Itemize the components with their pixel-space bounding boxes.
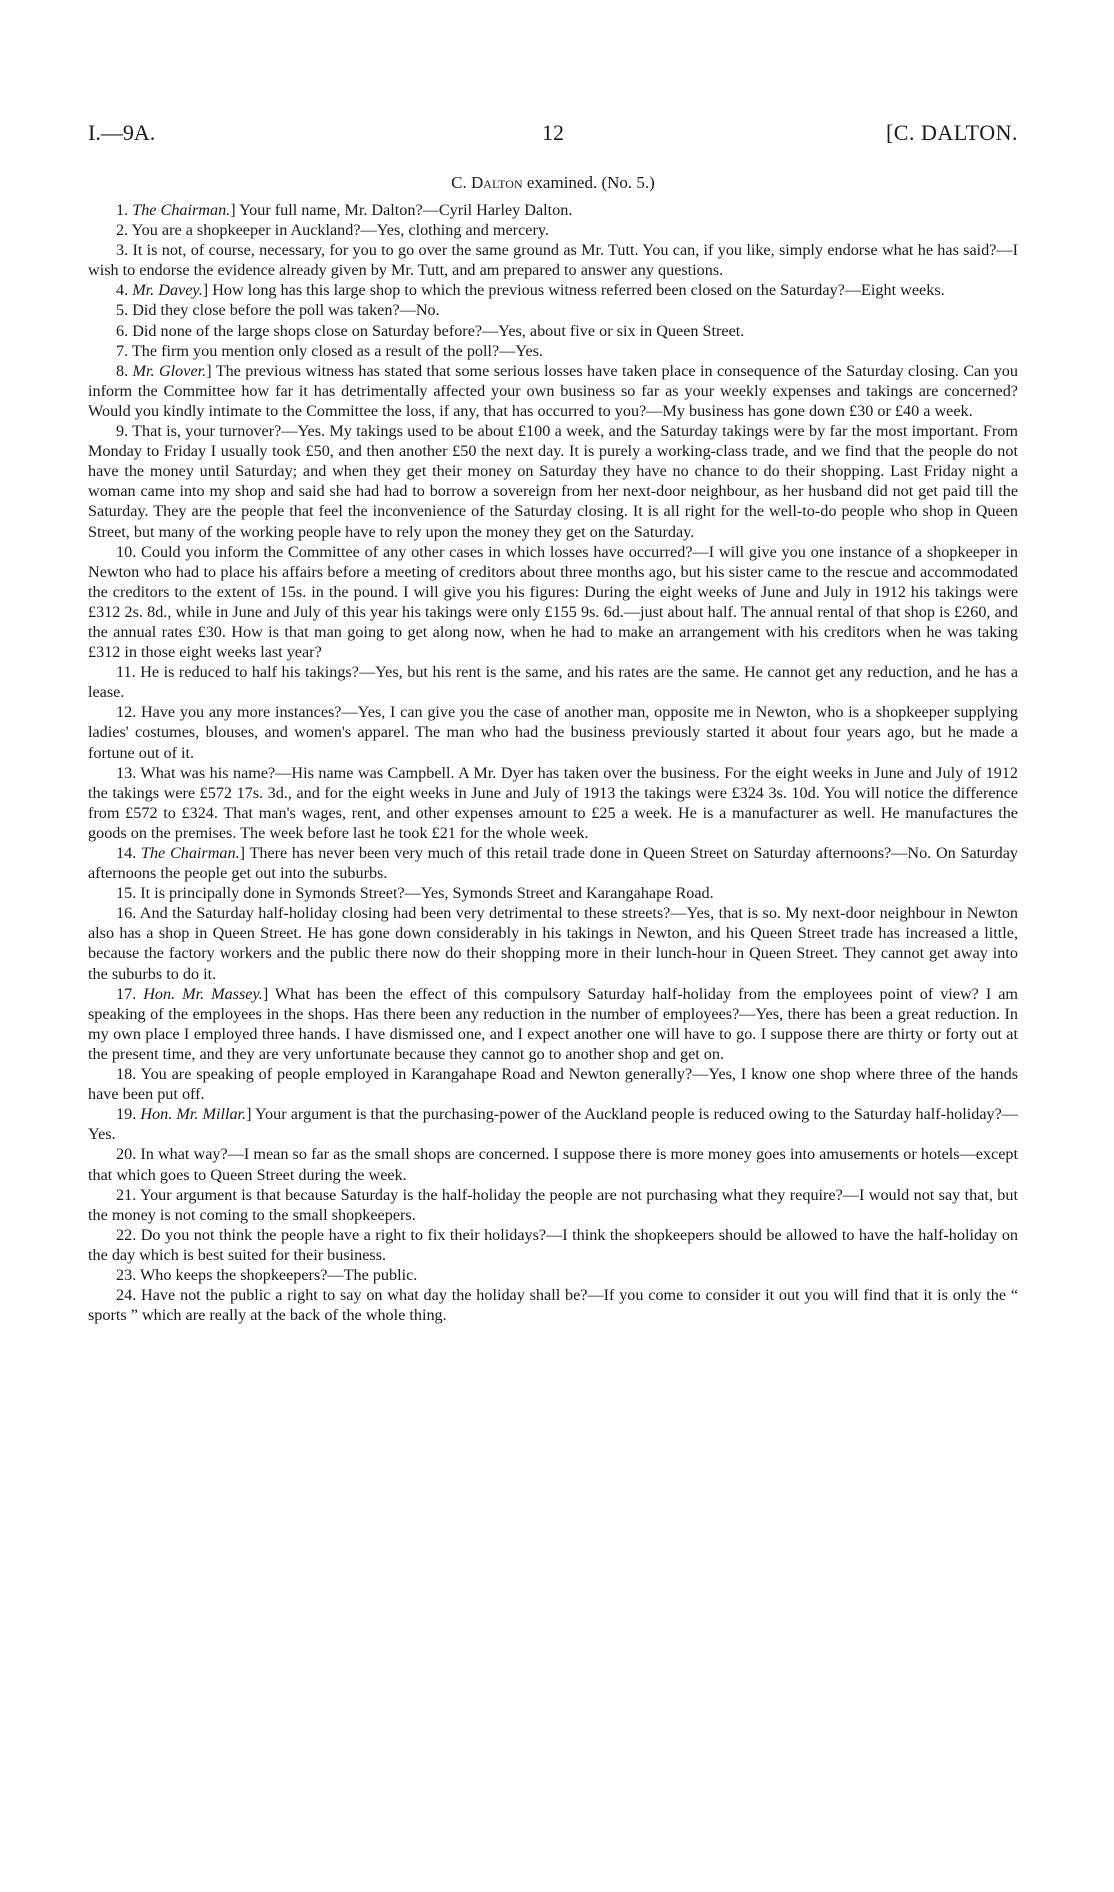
question-paragraph bbox=[88, 1144, 1018, 1184]
question-paragraph bbox=[88, 763, 1018, 843]
question-number: 6. bbox=[116, 321, 129, 340]
question-paragraph bbox=[88, 542, 1018, 663]
question-paragraph bbox=[88, 341, 1018, 361]
question-paragraph bbox=[88, 1265, 1018, 1285]
question-paragraph bbox=[88, 421, 1018, 542]
question-paragraph bbox=[88, 1064, 1018, 1104]
witness-name: C. Dalton bbox=[451, 173, 523, 192]
question-number: 8. bbox=[116, 361, 129, 380]
question-answer-text: Do you not think the people have a right to fix their holidays?—I think the shopkeepers should be allowed to have the half-holiday on the day which is best suited for their business. bbox=[88, 1225, 1019, 1264]
question-answer-text: Have not the public a right to say on what day the holiday shall be?—If you come to consider it out you will find that it is only the “ sports ” which are really at the back of the whole thing. bbox=[88, 1286, 1019, 1325]
question-answer-text: In what way?—I mean so far as the small shops are concerned. I suppose there is more money goes into amusements or hotels—except that which goes to Queen Street during the week. bbox=[88, 1145, 1019, 1184]
question-number: 2. bbox=[116, 221, 129, 240]
question-answer-text: What was his name?—His name was Campbell. A Mr. Dyer has taken over the business. For the eight weeks in June and July of 1912 the takings were £572 17s. 3d., and for the eight weeks in June and July of 1913 the takings were £324 3s. 10d. You will notice the difference from £572 to £324. That man's wages, rent, and other expenses amount to £25 a week. He is a manufacturer as well. He manufactures the goods on the premises. The week before last he took £21 for the whole week. bbox=[88, 763, 1018, 842]
question-answer-text: It is principally done in Symonds Street?—Yes, Symonds Street and Karangahape Road. bbox=[140, 884, 714, 903]
question-number: 24. bbox=[116, 1286, 137, 1305]
question-answer-text: Did they close before the poll was taken?—No. bbox=[132, 301, 440, 320]
question-paragraph bbox=[88, 883, 1018, 903]
question-answer-text: That is, your turnover?—Yes. My takings used to be about £100 a week, and the Saturday takings were by far the most important. From Monday to Friday I usually took £50, and then another £50 the next day. It is purely a working-class trade, and we find that the people do not have the money until Saturday; and when they get their money on Saturday they have no chance to do their shopping. Last Friday night a woman came into my shop and said she had had to borrow a sovereign from her next-door neighbour, as her husband did not get paid till the Saturday. They are the people that feel the inconvenience of the Saturday closing. It is all right for the well-to-do people who shop in Queen Street, but many of the working people have to rely upon the money they get on the Saturday. bbox=[88, 422, 1018, 541]
question-number: 1. bbox=[116, 201, 129, 219]
report-reference: I.—9A. bbox=[88, 120, 156, 145]
question-paragraph: 19. Hon. Mr. Millar.] Your argument is that the purchasing-power of the Auckland people is reduced owing to the Saturday half-holiday?—Yes. bbox=[88, 1105, 1018, 1144]
question-paragraph bbox=[88, 662, 1018, 702]
question-answer-text: It is not, of course, necessary, for you to go over the same ground as Mr. Tutt. You can, if you like, simply endorse what he has said?—I wish to endorse the evidence already given by Mr. Tutt, and am prepared to answer any questions. bbox=[88, 241, 1019, 280]
witness-running-head: [C. DALTON. bbox=[885, 120, 1018, 145]
question-number: 19. bbox=[116, 1105, 137, 1124]
question-paragraph bbox=[88, 1225, 1018, 1265]
question-answer-text: What has been the effect of this compulsory Saturday half-holiday from the employees point of view? I am speaking of the employees in the shops. Has there been any reduction in the number of employees?—Yes, there has been a great reduction. In my own place I employed three hands. I have dismissed one, and I expect another one will have to go. I suppose there are thirty or forty out at the present time, and they are very unfortunate because they cannot go to another shop and get on. bbox=[88, 984, 1018, 1063]
question-number: 13. bbox=[116, 763, 137, 782]
question-answer-text: Who keeps the shopkeepers?—The public. bbox=[140, 1265, 418, 1284]
question-answer-text: The previous witness has stated that some serious losses have taken place in consequence of the Saturday closing. Can you inform the Committee how far it has detrimentally affected your own business so far as your weekly expenses and takings are concerned? Would you kindly intimate to the Committee the loss, if any, that has occurred to you?—My business has gone down £30 or £40 a week. bbox=[88, 361, 1018, 420]
questioner-name: Mr. Glover. bbox=[132, 361, 207, 380]
question-paragraph bbox=[88, 220, 1018, 240]
question-paragraph: 14. The Chairman.] There has never been very much of this retail trade done in Queen Street on Saturday afternoons?—No. On Saturday afternoons the people get out into the suburbs. bbox=[88, 844, 1018, 883]
question-paragraph bbox=[88, 1185, 1018, 1225]
question-answer-text: Did none of the large shops close on Saturday before?—Yes, about five or six in Queen Street. bbox=[132, 321, 745, 340]
question-answer-text: Have you any more instances?—Yes, I can give you the case of another man, opposite me in Newton, who is a shopkeeper supplying ladies' costumes, blouses, and women's apparel. The man who had the business previously started it about four years ago, but he made a fortune out of it. bbox=[88, 703, 1018, 762]
question-paragraph bbox=[88, 702, 1018, 762]
question-number: 15. bbox=[116, 884, 137, 903]
question-answer-text: Your full name, Mr. Dalton?—Cyril Harley Dalton. bbox=[239, 201, 573, 219]
question-answer-text: Your argument is that because Saturday is the half-holiday the people are not purchasing what they require?—I would not say that, but the money is not coming to the small shopkeepers. bbox=[88, 1185, 1018, 1224]
question-number: 14. bbox=[116, 844, 137, 862]
question-number: 9. bbox=[116, 422, 129, 441]
section-title bbox=[88, 173, 1018, 193]
question-number: 11. bbox=[116, 663, 136, 682]
question-paragraph: 1. The Chairman.] Your full name, Mr. Dalton?—Cyril Harley Dalton. bbox=[116, 201, 573, 219]
question-answer-text: The firm you mention only closed as a result of the poll?—Yes. bbox=[131, 341, 543, 360]
question-number: 3. bbox=[116, 241, 129, 260]
questioner-name: The Chairman. bbox=[140, 844, 240, 862]
questioner-name: Mr. Davey. bbox=[132, 281, 203, 300]
question-answer-text: You are speaking of people employed in Karangahape Road and Newton generally?—Yes, I know one shop where three of the hands have been put off. bbox=[88, 1065, 1018, 1104]
question-paragraph: 8. Mr. Glover.] The previous witness has stated that some serious losses have taken place in consequence of the Saturday closing. Can you inform the Committee how far it has detrimentally affected your own business so far as your weekly expenses and takings are concerned? Would you kindly intimate to the Committee the loss, if any, that has occurred to you?—My business has gone down £30 or £40 a week. bbox=[88, 361, 1018, 420]
question-number: 16. bbox=[116, 904, 137, 923]
question-paragraph: 17. Hon. Mr. Massey.] What has been the effect of this compulsory Saturday half-holiday from the employees point of view? I am speaking of the employees in the shops. Has there been any reduction in the number of employees?—Yes, there has been a great reduction. In my own place I employed three hands. I have dismissed one, and I expect another one will have to go. I suppose there are thirty or forty out at the present time, and they are very unfortunate because they cannot go to another shop and get on. bbox=[88, 984, 1018, 1063]
question-number: 7. bbox=[116, 341, 129, 360]
question-number: 4. bbox=[116, 281, 129, 300]
question-number: 18. bbox=[116, 1065, 137, 1084]
question-paragraph bbox=[88, 300, 1018, 320]
question-number: 17. bbox=[116, 984, 137, 1003]
question-answer-text: You are a shopkeeper in Auckland?—Yes, clothing and mercery. bbox=[131, 221, 549, 240]
question-answer-text: Your argument is that the purchasing-power of the Auckland people is reduced owing to the Saturday half-holiday?—Yes. bbox=[88, 1105, 1018, 1144]
question-paragraph bbox=[88, 1285, 1018, 1325]
question-answer-text: How long has this large shop to which the previous witness referred been closed on the Saturday?—Eight weeks. bbox=[212, 281, 945, 300]
question-answer-text: There has never been very much of this retail trade done in Queen Street on Saturday afternoons?—No. On Saturday afternoons the people get out into the suburbs. bbox=[88, 844, 1018, 883]
testimony-body bbox=[88, 200, 1018, 1325]
question-answer-text: Could you inform the Committee of any other cases in which losses have occurred?—I will give you one instance of a shopkeeper in Newton who had to place his affairs before a meeting of creditors about three months ago, but his sister came to the rescue and accommodated the creditors to the extent of 15s. in the pound. I will give you his figures: During the eight weeks of June and July in 1912 his takings were £312 2s. 8d., while in June and July of this year his takings were only £155 9s. 6d.—just about half. The annual rental of that shop is £260, and the annual rates £30. How is that man going to get along now, when he had to make an arrangement with his creditors when he was taking £312 in those eight weeks last year? bbox=[88, 542, 1019, 662]
question-answer-text: And the Saturday half-holiday closing had been very detrimental to these streets?—Yes, that is so. My next-door neighbour in Newton also has a shop in Queen Street. He has gone down considerably in his takings in Newton, and his Queen Street trade has increased a little, because the factory workers and the public there now do their shopping more in their lunch-hour in Queen Street. They cannot get away into the suburbs to do it. bbox=[88, 904, 1019, 983]
question-number: 10. bbox=[116, 542, 137, 561]
questioner-name: Hon. Mr. Millar. bbox=[140, 1105, 247, 1124]
question-paragraph: 4. Mr. Davey.] How long has this large shop to which the previous witness referred been closed on the Saturday?—Eight weeks. bbox=[116, 281, 945, 300]
question-number: 23. bbox=[116, 1265, 137, 1284]
question-paragraph bbox=[88, 903, 1018, 983]
question-number: 20. bbox=[116, 1145, 137, 1164]
question-paragraph bbox=[88, 321, 1018, 341]
question-paragraph bbox=[88, 240, 1018, 280]
questioner-name: The Chairman. bbox=[132, 201, 231, 219]
page-header bbox=[88, 120, 1018, 150]
question-number: 5. bbox=[116, 301, 129, 320]
page-number: 12 bbox=[542, 120, 564, 145]
question-answer-text: He is reduced to half his takings?—Yes, but his rent is the same, and his rates are the same. He cannot get any reduction, and he has a lease. bbox=[88, 663, 1019, 702]
question-number: 21. bbox=[116, 1185, 137, 1204]
question-number: 22. bbox=[116, 1225, 137, 1244]
questioner-name: Hon. Mr. Massey. bbox=[143, 984, 263, 1003]
question-number: 12. bbox=[116, 703, 137, 722]
section-title-rest: examined. (No. 5.) bbox=[526, 173, 655, 192]
